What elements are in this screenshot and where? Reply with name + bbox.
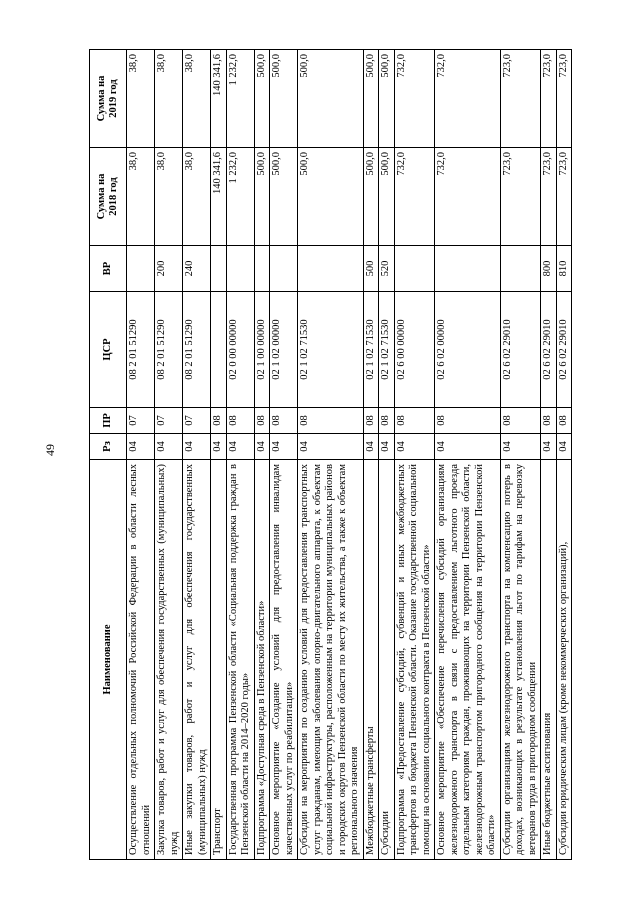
- cell-s2019: 38,0: [183, 50, 211, 148]
- table-row: [379, 50, 395, 860]
- cell-s2019: 723,0: [556, 50, 572, 148]
- cell-rz: 04: [127, 434, 155, 460]
- header-sum-2019-line1: Сумма на: [96, 75, 107, 122]
- cell-vr: 520: [379, 246, 395, 292]
- cell-csr: 02 1 00 00000: [254, 292, 270, 408]
- cell-name: Подпрограмма «Доступная среда в Пензенской области»: [254, 460, 270, 860]
- cell-rz: 04: [556, 434, 572, 460]
- table-row: [270, 50, 298, 860]
- cell-vr: [226, 246, 254, 292]
- cell-s2018: 500,0: [298, 148, 364, 246]
- cell-name: Межбюджетные трансферты: [363, 460, 379, 860]
- header-sum-2018-line2: 2018 год: [108, 177, 119, 216]
- cell-name: Субсидии: [379, 460, 395, 860]
- table-row: [435, 50, 501, 860]
- cell-s2019: 723,0: [500, 50, 541, 148]
- table-row: [226, 50, 254, 860]
- cell-name: Основное мероприятие «Обеспечение перечисления субсидий организациям железнодорожного транспорта в связи с предоставлением льготного проезда отдельным категориям граждан, проживающих на территории Пензенской области, железнодорожным транспортом пригородного сообщения на территории Пензенской области»: [435, 460, 501, 860]
- cell-rz: 04: [254, 434, 270, 460]
- cell-csr: 02 1 02 00000: [270, 292, 298, 408]
- cell-s2018: 732,0: [435, 148, 501, 246]
- cell-pr: 07: [183, 408, 211, 434]
- cell-csr: 02 6 02 29010: [500, 292, 541, 408]
- cell-s2018: 140 341,6: [211, 148, 227, 246]
- table-header-row: [90, 50, 127, 860]
- cell-name: Субсидии организациям железнодорожного транспорта на компенсацию потерь в доходах, возникающих в результате установления льгот по тарифам на перевозку ветеранов труда в пригородном сообщении: [500, 460, 541, 860]
- cell-csr: 02 1 02 71530: [298, 292, 364, 408]
- cell-pr: 08: [270, 408, 298, 434]
- table-row: [183, 50, 211, 860]
- cell-s2018: 38,0: [183, 148, 211, 246]
- cell-pr: 07: [127, 408, 155, 434]
- table-row: [254, 50, 270, 860]
- cell-s2018: 500,0: [254, 148, 270, 246]
- rotated-page-content: [89, 50, 640, 855]
- cell-vr: [394, 246, 435, 292]
- cell-csr: 02 1 02 71530: [363, 292, 379, 408]
- cell-rz: 04: [226, 434, 254, 460]
- table-row: [127, 50, 155, 860]
- cell-rz: 04: [211, 434, 227, 460]
- cell-pr: 08: [298, 408, 364, 434]
- cell-csr: 02 6 02 29010: [556, 292, 572, 408]
- cell-s2018: 500,0: [379, 148, 395, 246]
- cell-rz: 04: [155, 434, 183, 460]
- cell-s2019: 723,0: [541, 50, 557, 148]
- cell-s2018: 723,0: [500, 148, 541, 246]
- cell-s2019: 500,0: [298, 50, 364, 148]
- cell-s2019: 732,0: [435, 50, 501, 148]
- header-sum-2018-line1: Сумма на: [96, 173, 107, 220]
- header-vr: ВР: [90, 246, 127, 292]
- cell-name: Государственная программа Пензенской области «Социальная поддержка граждан в Пензенской области на 2014–2020 годы»: [226, 460, 254, 860]
- cell-csr: 08 2 01 51290: [155, 292, 183, 408]
- cell-s2018: 723,0: [556, 148, 572, 246]
- table-row: [155, 50, 183, 860]
- cell-rz: 04: [298, 434, 364, 460]
- cell-s2018: 1 232,0: [226, 148, 254, 246]
- cell-vr: 500: [363, 246, 379, 292]
- header-sum-2018: [90, 148, 127, 246]
- cell-pr: 08: [435, 408, 501, 434]
- cell-s2019: 1 232,0: [226, 50, 254, 148]
- cell-pr: 08: [379, 408, 395, 434]
- cell-name: Подпрограмма «Предоставление субсидий, субвенций и иных межбюджетных трансфертов из бюджета Пензенской области. Оказание государственной социальной помощи на основании социального контракта в Пензенской области»: [394, 460, 435, 860]
- cell-rz: 04: [379, 434, 395, 460]
- cell-pr: 08: [363, 408, 379, 434]
- cell-csr: 02 1 02 71530: [379, 292, 395, 408]
- table-row: [541, 50, 557, 860]
- cell-s2019: 500,0: [254, 50, 270, 148]
- header-sum-2019-line2: 2019 год: [108, 79, 119, 118]
- cell-s2018: 723,0: [541, 148, 557, 246]
- cell-s2019: 140 341,6: [211, 50, 227, 148]
- cell-pr: 08: [500, 408, 541, 434]
- cell-csr: 02 6 02 00000: [435, 292, 501, 408]
- rotated-table-wrapper: [89, 50, 629, 860]
- cell-vr: [127, 246, 155, 292]
- table-row: [298, 50, 364, 860]
- header-name: Наименование: [90, 460, 127, 860]
- cell-name: Иные закупки товаров, работ и услуг для обеспечения государственных (муниципальных) нужд: [183, 460, 211, 860]
- cell-s2018: 732,0: [394, 148, 435, 246]
- cell-rz: 04: [500, 434, 541, 460]
- cell-csr: [211, 292, 227, 408]
- cell-vr: [254, 246, 270, 292]
- cell-s2019: 38,0: [155, 50, 183, 148]
- cell-csr: 02 0 00 00000: [226, 292, 254, 408]
- cell-vr: [211, 246, 227, 292]
- cell-s2019: 38,0: [127, 50, 155, 148]
- cell-name: Закупка товаров, работ и услуг для обеспечения государственных (муниципальных) нужд: [155, 460, 183, 860]
- budget-table: [89, 49, 572, 860]
- cell-s2019: 732,0: [394, 50, 435, 148]
- cell-rz: 04: [183, 434, 211, 460]
- cell-vr: 810: [556, 246, 572, 292]
- cell-vr: 200: [155, 246, 183, 292]
- cell-csr: 02 6 02 29010: [541, 292, 557, 408]
- cell-pr: 08: [541, 408, 557, 434]
- cell-pr: 08: [226, 408, 254, 434]
- cell-rz: 04: [394, 434, 435, 460]
- cell-s2019: 500,0: [270, 50, 298, 148]
- cell-pr: 08: [211, 408, 227, 434]
- header-pr: ПР: [90, 408, 127, 434]
- cell-name: Субсидии на мероприятия по созданию условий для предоставления транспортных услуг гражданам, имеющим заболевания опорно-двигательного аппарата, к объектам социальной инфраструктуры, расположенным на территории муниципальных районов и городских округов Пензенской области по месту их жительства, а также к объектам регионального значения: [298, 460, 364, 860]
- header-csr: ЦСР: [90, 292, 127, 408]
- cell-s2019: 500,0: [379, 50, 395, 148]
- cell-s2019: 500,0: [363, 50, 379, 148]
- table-row: [500, 50, 541, 860]
- cell-vr: 800: [541, 246, 557, 292]
- page-number: 49: [43, 444, 57, 456]
- cell-rz: 04: [541, 434, 557, 460]
- cell-pr: 08: [556, 408, 572, 434]
- cell-vr: 240: [183, 246, 211, 292]
- cell-name: Иные бюджетные ассигнования: [541, 460, 557, 860]
- cell-name: Субсидии юридическим лицам (кроме некоммерческих организаций),: [556, 460, 572, 860]
- table-row: [211, 50, 227, 860]
- cell-s2018: 38,0: [155, 148, 183, 246]
- header-rz: Рз: [90, 434, 127, 460]
- cell-vr: [435, 246, 501, 292]
- cell-name: Осуществление отдельных полномочий Российской Федерации в области лесных отношений: [127, 460, 155, 860]
- table-row: [394, 50, 435, 860]
- cell-s2018: 500,0: [363, 148, 379, 246]
- table-row: [363, 50, 379, 860]
- cell-s2018: 38,0: [127, 148, 155, 246]
- cell-vr: [298, 246, 364, 292]
- cell-rz: 04: [363, 434, 379, 460]
- cell-pr: 08: [394, 408, 435, 434]
- header-sum-2019: [90, 50, 127, 148]
- cell-rz: 04: [270, 434, 298, 460]
- cell-pr: 08: [254, 408, 270, 434]
- cell-s2018: 500,0: [270, 148, 298, 246]
- cell-pr: 07: [155, 408, 183, 434]
- cell-name: Транспорт: [211, 460, 227, 860]
- cell-csr: 02 6 00 00000: [394, 292, 435, 408]
- cell-csr: 08 2 01 51290: [183, 292, 211, 408]
- cell-vr: [270, 246, 298, 292]
- cell-vr: [500, 246, 541, 292]
- table-row: [556, 50, 572, 860]
- cell-csr: 08 2 01 51290: [127, 292, 155, 408]
- cell-rz: 04: [435, 434, 501, 460]
- cell-name: Основное мероприятие «Создание условий для предоставления инвалидам качественных услуг по реабилитации»: [270, 460, 298, 860]
